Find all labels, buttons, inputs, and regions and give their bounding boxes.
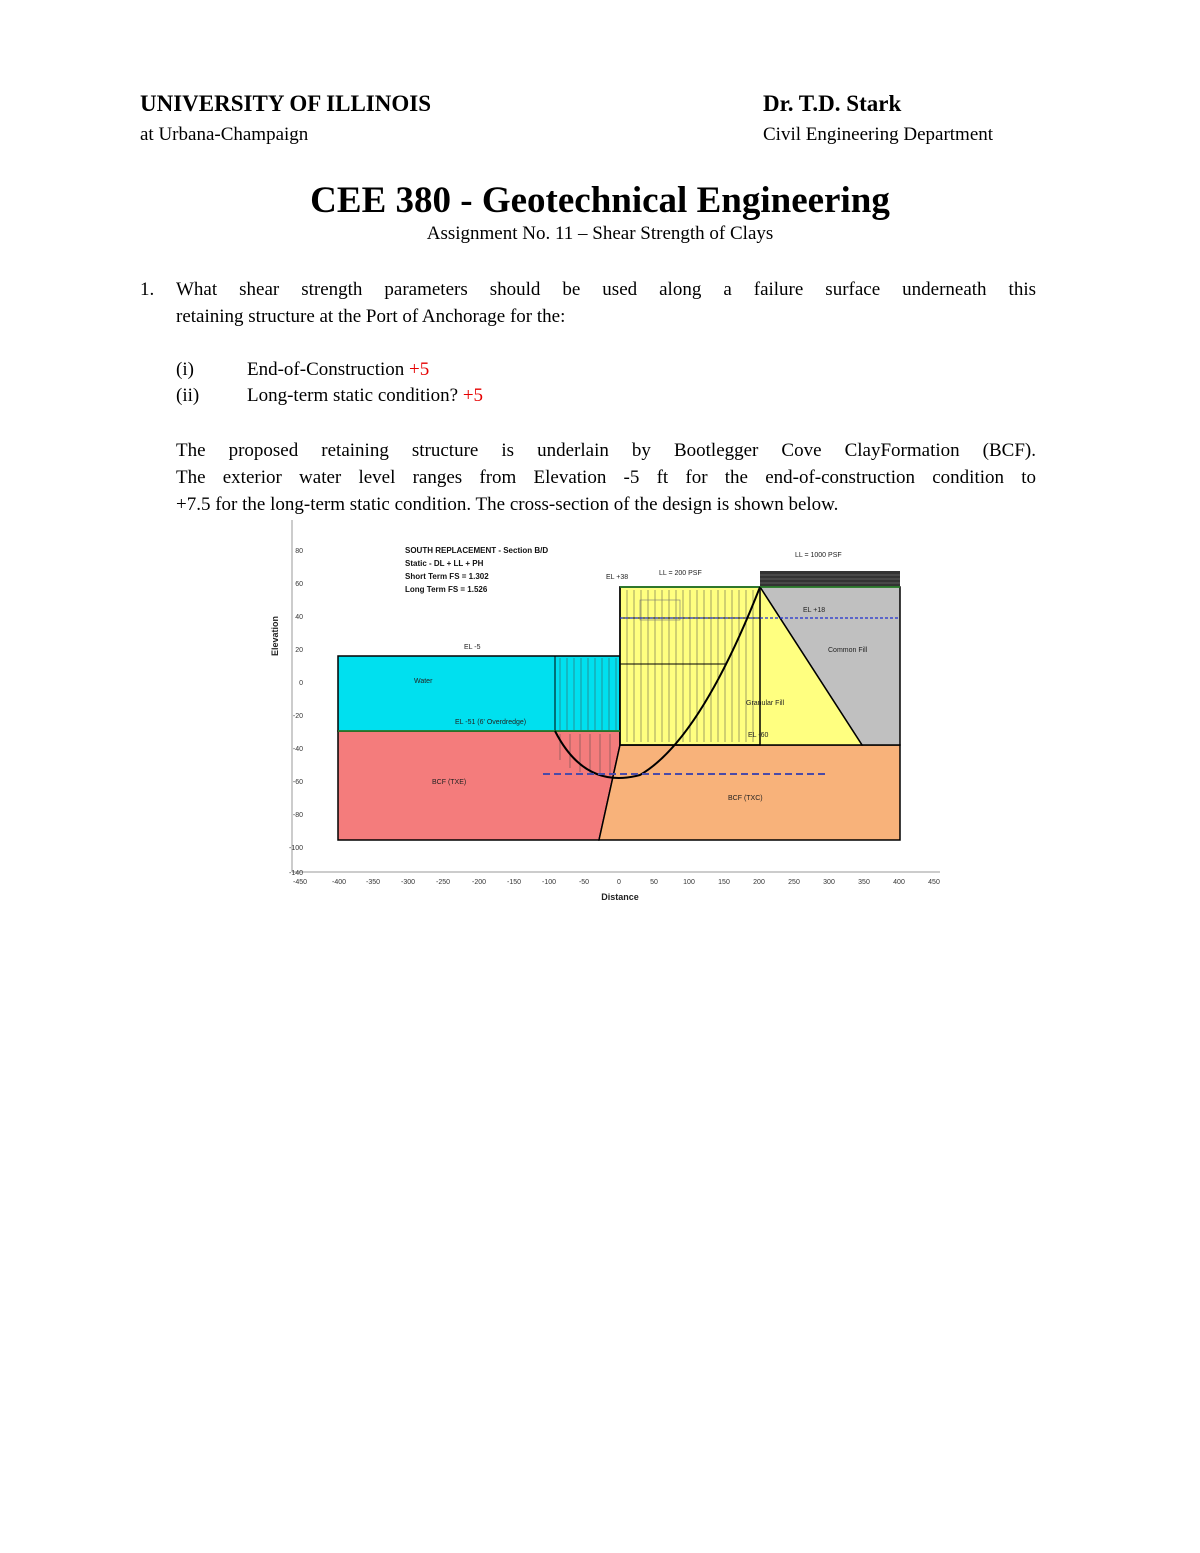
info-line-3: Short Term FS = 1.302 xyxy=(405,572,489,581)
info-line-2: Static - DL + LL + PH xyxy=(405,559,484,568)
label-ll-1000: LL = 1000 PSF xyxy=(795,552,842,559)
x-tick-150: 150 xyxy=(718,879,730,886)
x-tick-minus300: -300 xyxy=(400,879,416,886)
y-tick-minus80: -80 xyxy=(292,812,303,819)
x-tick-minus150: -150 xyxy=(506,879,522,886)
label-el18: EL +18 xyxy=(803,607,826,614)
y-tick-minus60: -60 xyxy=(292,779,303,786)
label-el38: EL +38 xyxy=(606,574,629,581)
x-tick-100: 100 xyxy=(683,879,695,886)
university-name: UNIVERSITY OF ILLINOIS xyxy=(140,91,431,116)
x-tick-50: 50 xyxy=(650,879,658,886)
y-tick-20: 20 xyxy=(295,647,303,654)
y-tick-40: 40 xyxy=(295,614,303,621)
x-tick-450: 450 xyxy=(928,879,940,886)
x-tick-minus50: -50 xyxy=(578,879,590,886)
label-granular-fill: Granular Fill xyxy=(746,700,785,707)
x-tick-minus400: -400 xyxy=(331,879,347,886)
label-el-minus5: EL -5 xyxy=(464,644,481,651)
question-number: 1. xyxy=(140,279,155,300)
info-title: SOUTH REPLACEMENT - Section B/D xyxy=(405,546,549,555)
y-tick-60: 60 xyxy=(295,581,303,588)
y-tick-80: 80 xyxy=(295,548,303,555)
y-axis-title: Elevation xyxy=(270,615,280,657)
label-water: Water xyxy=(414,678,433,685)
paragraph-line-1: The proposed retaining structure is underlain by Bootlegger Cove ClayFormation (BCF). xyxy=(176,440,1036,461)
item-points-i: +5 xyxy=(409,359,430,380)
y-tick-minus140: -140 xyxy=(288,870,303,877)
y-tick-minus100: -100 xyxy=(288,845,303,852)
instructor-name: Dr. T.D. Stark xyxy=(763,91,902,116)
x-tick-minus200: -200 xyxy=(471,879,487,886)
x-tick-250: 250 xyxy=(788,879,800,886)
x-tick-minus100: -100 xyxy=(541,879,557,886)
campus-name: at Urbana-Champaign xyxy=(140,124,309,145)
x-tick-350: 350 xyxy=(858,879,870,886)
item-points-ii: +5 xyxy=(462,385,484,406)
label-ll-200: LL = 200 PSF xyxy=(659,570,702,577)
paragraph-line-3: +7.5 for the long-term static condition. The cross-section of the design is shown below. xyxy=(176,494,839,515)
bcf-txe-layer xyxy=(338,731,620,840)
x-tick-minus350: -350 xyxy=(365,879,381,886)
label-common-fill: Common Fill xyxy=(828,647,868,654)
department-name: Civil Engineering Department xyxy=(763,124,994,145)
x-tick-minus250: -250 xyxy=(435,879,451,886)
cross-section-figure xyxy=(265,515,950,905)
item-text-end-of-construction: End-of-Construction xyxy=(247,359,405,380)
x-tick-200: 200 xyxy=(753,879,765,886)
label-bcf-txc: BCF (TXC) xyxy=(728,795,763,802)
question-line-1: What shear strength parameters should be used along a failure surface underneath this xyxy=(176,279,1036,300)
item-text-long-term: Long-term static condition? xyxy=(247,385,459,406)
assignment-subtitle: Assignment No. 11 – Shear Strength of Clays xyxy=(426,223,774,244)
label-bcf-txe: BCF (TXE) xyxy=(432,779,467,786)
x-axis-title: Distance xyxy=(601,892,639,902)
bcf-txc-layer xyxy=(599,745,900,840)
x-tick-300: 300 xyxy=(823,879,835,886)
question-line-2: retaining structure at the Port of Anchorage for the: xyxy=(176,306,566,327)
x-tick-400: 400 xyxy=(893,879,905,886)
paragraph-line-2: The exterior water level ranges from Elevation -5 ft for the end-of-construction condition to xyxy=(176,467,1036,488)
item-text-i xyxy=(247,359,429,381)
course-title: CEE 380 - Geotechnical Engineering xyxy=(310,180,890,221)
x-tick-minus450: -450 xyxy=(292,879,308,886)
y-tick-0: 0 xyxy=(299,680,303,687)
item-text-ii xyxy=(247,385,483,407)
x-tick-0: 0 xyxy=(617,879,621,886)
info-line-4: Long Term FS = 1.526 xyxy=(405,585,488,594)
label-el51: EL -51 (6' Overdredge) xyxy=(455,719,527,726)
label-el60: EL -60 xyxy=(748,732,769,739)
y-tick-minus40: -40 xyxy=(292,746,303,753)
item-label-ii: (ii) xyxy=(176,385,200,406)
y-tick-minus20: -20 xyxy=(292,713,303,720)
item-label-i: (i) xyxy=(176,359,194,380)
